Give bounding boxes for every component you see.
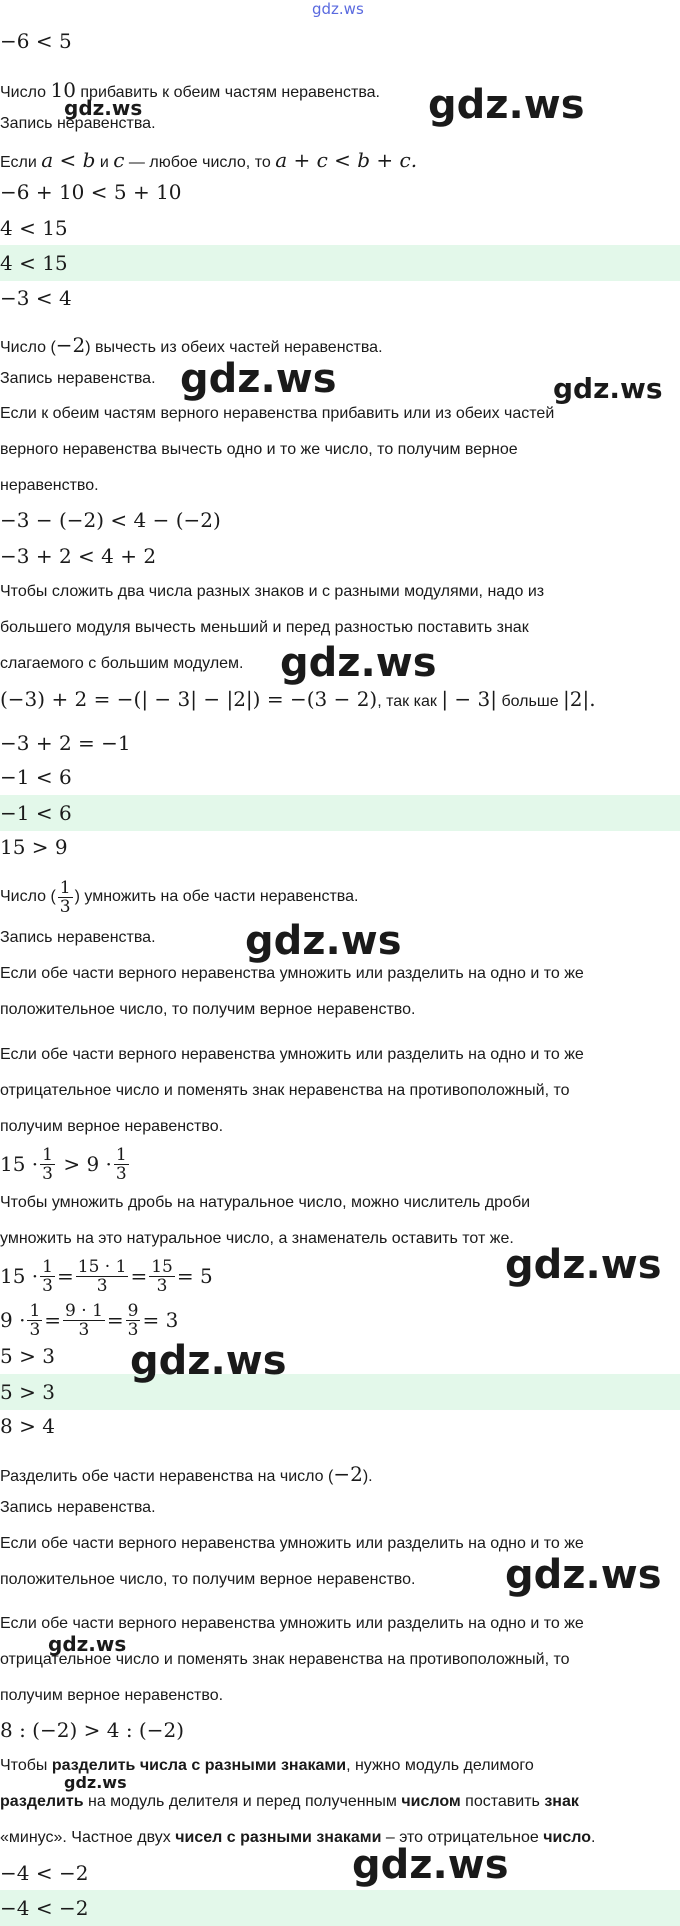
fraction: $\frac{1}{3}$ <box>59 877 71 917</box>
math-line: −1 < 6 <box>0 765 72 789</box>
watermark: gdz.ws <box>553 372 663 405</box>
text-line: Чтобы сложить два числа разных знаков и с разными модулями, надо из <box>0 583 545 600</box>
math-line: 8 : (−2) > 4 : (−2) <box>0 1718 185 1742</box>
text-line: слагаемого с большим модулем. <box>0 655 244 672</box>
math-line: −3 + 2 = −1 <box>0 731 131 755</box>
text-line: отрицательное число и поменять знак неравенства на противоположный, то <box>0 1082 570 1099</box>
math-line: −3 + 2 < 4 + 2 <box>0 544 157 568</box>
watermark: gdz.ws <box>505 1552 662 1598</box>
answer-line: 4 < 15 <box>0 251 68 275</box>
answer-line: −4 < −2 <box>0 1896 89 1920</box>
text-line: Чтобы умножить дробь на натуральное число, можно числитель дроби <box>0 1194 531 1211</box>
text-line: положительное число, то получим верное неравенство. <box>0 1571 416 1588</box>
watermark: gdz.ws <box>312 0 364 18</box>
math-line: 15 > 9 <box>0 835 68 859</box>
watermark: gdz.ws <box>245 918 402 964</box>
text-line: Если к обеим частям верного неравенства прибавить или из обеих частей <box>0 405 555 422</box>
watermark: gdz.ws <box>505 1242 662 1288</box>
math-line: 9 · $\frac{1}{3}$ = $\frac{9 \cdot 1}{3}$ = $\frac{9}{3}$ = 3 <box>0 1300 179 1340</box>
text-line: Число ( $\frac{1}{3}$ ) умножить на обе части неравенства. <box>0 877 359 917</box>
math-line: 15 · $\frac{1}{3}$ > 9 · $\frac{1}{3}$ <box>0 1144 127 1184</box>
text-line: положительное число, то получим верное неравенство. <box>0 1001 416 1018</box>
text-line: (−3) + 2 = −(| − 3| − |2|) = −(3 − 2), так как | − 3| больше |2|. <box>0 687 596 711</box>
watermark: gdz.ws <box>130 1338 287 1384</box>
math-line: −4 < −2 <box>0 1861 89 1885</box>
text-line: «минус». Частное двух чисел с разными знаками – это отрицательное число. <box>0 1829 596 1846</box>
text-line: Число 10 прибавить к обеим частям неравенства. <box>0 78 380 102</box>
text-line: Разделить обе части неравенства на число (−2). <box>0 1462 373 1486</box>
math-line: −6 < 5 <box>0 29 72 53</box>
text-line: получим верное неравенство. <box>0 1118 224 1135</box>
text-line: Чтобы разделить числа с разными знаками, нужно модуль делимого <box>0 1757 534 1774</box>
watermark: gdz.ws <box>180 356 337 402</box>
text-line: получим верное неравенство. <box>0 1687 224 1704</box>
math-line: 8 > 4 <box>0 1414 55 1438</box>
text-line: умножить на это натуральное число, а знаменатель оставить тот же. <box>0 1230 514 1247</box>
text-line: Запись неравенства. <box>0 1499 156 1516</box>
text-line: Если обе части верного неравенства умножить или разделить на одно и то же <box>0 965 584 982</box>
answer-line: −1 < 6 <box>0 801 72 825</box>
text-line: большего модуля вычесть меньший и перед разностью поставить знак <box>0 619 529 636</box>
math-line: 4 < 15 <box>0 216 68 240</box>
watermark: gdz.ws <box>352 1842 509 1888</box>
math-line: −6 + 10 < 5 + 10 <box>0 180 182 204</box>
math-line: −3 < 4 <box>0 286 72 310</box>
watermark: gdz.ws <box>64 1773 127 1792</box>
text-line: Запись неравенства. <box>0 370 156 387</box>
text-line: Если обе части верного неравенства умножить или разделить на одно и то же <box>0 1046 584 1063</box>
watermark: gdz.ws <box>428 82 585 128</box>
text-line: Запись неравенства. <box>0 115 156 132</box>
watermark: gdz.ws <box>48 1632 127 1656</box>
watermark: gdz.ws <box>280 640 437 686</box>
text-line: Если обе части верного неравенства умножить или разделить на одно и то же <box>0 1615 584 1632</box>
math-line: 5 > 3 <box>0 1344 55 1368</box>
watermark: gdz.ws <box>64 96 143 120</box>
text-line: Запись неравенства. <box>0 929 156 946</box>
text-line: отрицательное число и поменять знак неравенства на противоположный, то <box>0 1651 570 1668</box>
text-line: Если a < b и c — любое число, то a + c < b + c. <box>0 148 418 172</box>
text-line: разделить на модуль делителя и перед полученным числом поставить знак <box>0 1793 579 1810</box>
text-line: неравенство. <box>0 477 99 494</box>
math-line: −3 − (−2) < 4 − (−2) <box>0 508 221 532</box>
text-line: Число (−2) вычесть из обеих частей неравенства. <box>0 333 383 357</box>
text-line: верного неравенства вычесть одно и то же число, то получим верное <box>0 441 518 458</box>
text-line: Если обе части верного неравенства умножить или разделить на одно и то же <box>0 1535 584 1552</box>
math-line: 15 · $\frac{1}{3}$ = $\frac{15 \cdot 1}{3}$ = $\frac{15}{3}$ = 5 <box>0 1256 213 1296</box>
answer-line: 5 > 3 <box>0 1380 55 1404</box>
